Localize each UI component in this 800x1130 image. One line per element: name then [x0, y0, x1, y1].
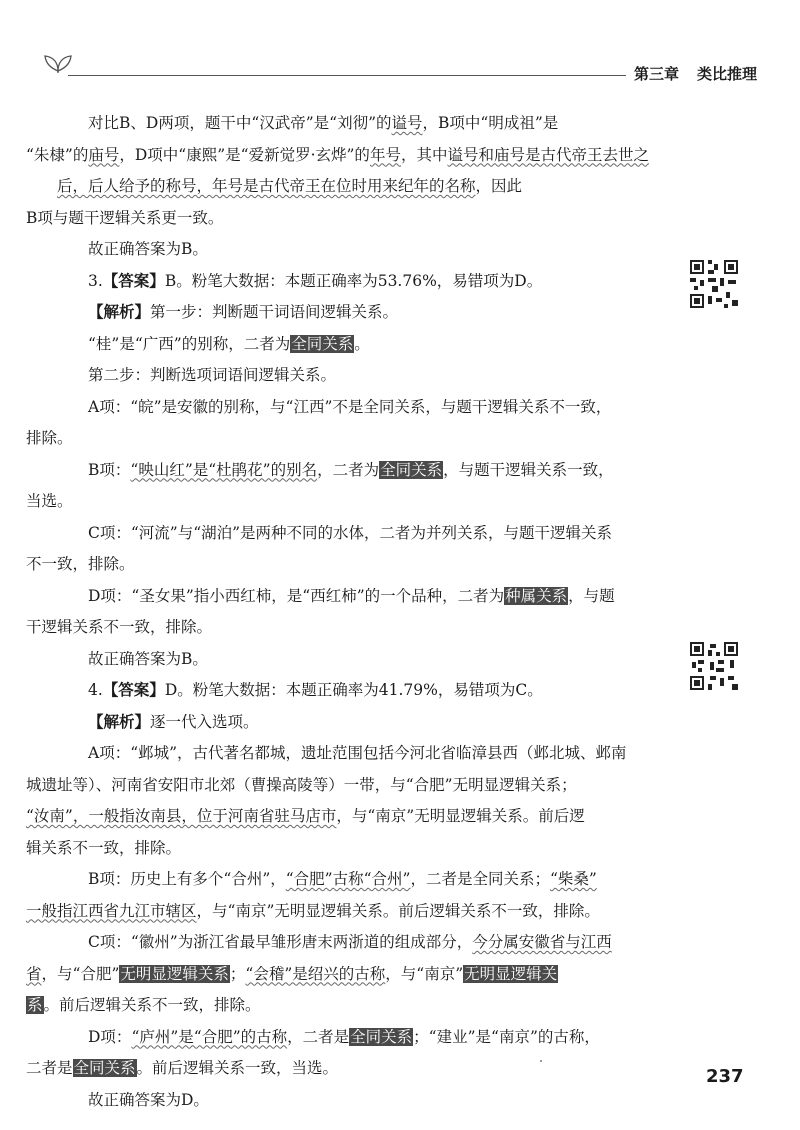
highlight: 全同关系	[73, 1059, 136, 1077]
paragraph: B项：“映山红”是“杜鹃花”的别名，二者为全同关系，与题干逻辑关系一致， 当选。	[26, 460, 614, 510]
highlight: 全同关系	[350, 1027, 413, 1046]
page-mark	[540, 1060, 542, 1062]
paragraph: C项：“河流”与“湖泊”是两种不同的水体，二者为并列关系，与题干逻辑关系 不一致，排除。	[26, 523, 613, 573]
paragraph: D项：“圣女果”指小西红柿，是“西红柿”的一个品种，二者为种属关系，与题 干逻辑关系不一致，排除。	[26, 586, 615, 636]
chapter-number: 第三章	[634, 65, 680, 83]
qr-code-icon[interactable]	[688, 258, 740, 310]
analysis-line: 【解析】逐一代入选项。	[88, 712, 259, 731]
paragraph: 对比B、D两项，题干中“汉武帝”是“刘彻”的谥号，B项中“明成祖”是 “朱棣”的庙号，D项中“康熙”是“爱新觉罗·玄烨”的年号，其中谥号和庙号是古代帝王去世之后，后人给予的称号，年号是古代帝王在位时用来纪年的名称，因此 B项与题干逻辑关系更一致。	[26, 114, 649, 227]
highlight: 系	[27, 996, 43, 1014]
qr-code-icon[interactable]	[688, 640, 740, 692]
paragraph: 故正确答案为B。	[88, 649, 208, 668]
paragraph: C项：“徽州”为浙江省最早雏形唐末两浙道的组成部分，今分属安徽省与江西 省，与“合肥”无明显逻辑关系；“会稽”是绍兴的古称，与“南京”无明显逻辑关 系。前后逻辑关系不一致，排除。	[26, 933, 612, 1014]
page-number: 237	[706, 1066, 744, 1087]
chapter-title	[634, 63, 757, 84]
answer-line: 4.【答案】D。粉笔大数据：本题正确率为41.79%，易错项为C。	[88, 681, 543, 699]
header-rule	[68, 75, 626, 76]
section-title: 类比推理	[697, 65, 758, 83]
paragraph: 第二步：判断选项词语间逻辑关系。	[88, 366, 337, 384]
leaf-icon	[42, 49, 74, 73]
paragraph: 故正确答案为B。	[88, 240, 208, 258]
paragraph: 故正确答案为D。	[88, 1090, 209, 1109]
highlight: 无明显逻辑关	[464, 964, 558, 983]
page-header	[30, 55, 770, 85]
highlight: 全同关系	[380, 460, 443, 479]
highlight: 全同关系	[291, 334, 354, 353]
paragraph: B项：历史上有多个“合州”，“合肥”古称“合州”，二者是全同关系；“柴桑” 一般指江西省九江市辖区，与“南京”无明显逻辑关系。前后逻辑关系不一致，排除。	[26, 870, 600, 920]
paragraph: A项：“皖”是安徽的别称，与“江西”不是全同关系，与题干逻辑关系不一致， 排除。	[26, 397, 612, 447]
paragraph: “桂”是“广西”的别称，二者为全同关系。	[88, 334, 370, 353]
highlight: 种属关系	[505, 586, 568, 605]
analysis-line: 【解析】第一步：判断题干词语间逻辑关系。	[88, 303, 399, 321]
highlight: 无明显逻辑关系	[120, 964, 229, 983]
page-body	[26, 108, 669, 1116]
paragraph: A项：“邺城”，古代著名都城，遗址范围包括今河北省临漳县西（邺北城、邺南 城遗址等）、河南省安阳市北郊（曹操高陵等）一带，与“合肥”无明显逻辑关系； “汝南”，一般指汝南县，位于河南省驻马店市，与“南京”无明显逻辑关系。前后逻 辑关系不一致，排除。	[26, 744, 627, 857]
paragraph: D项：“庐州”是“合肥”的古称，二者是全同关系；“建业”是“南京”的古称， 二者是全同关系。前后逻辑关系一致，当选。	[26, 1027, 600, 1077]
answer-line: 3.【答案】B。粉笔大数据：本题正确率为53.76%，易错项为D。	[88, 271, 543, 290]
